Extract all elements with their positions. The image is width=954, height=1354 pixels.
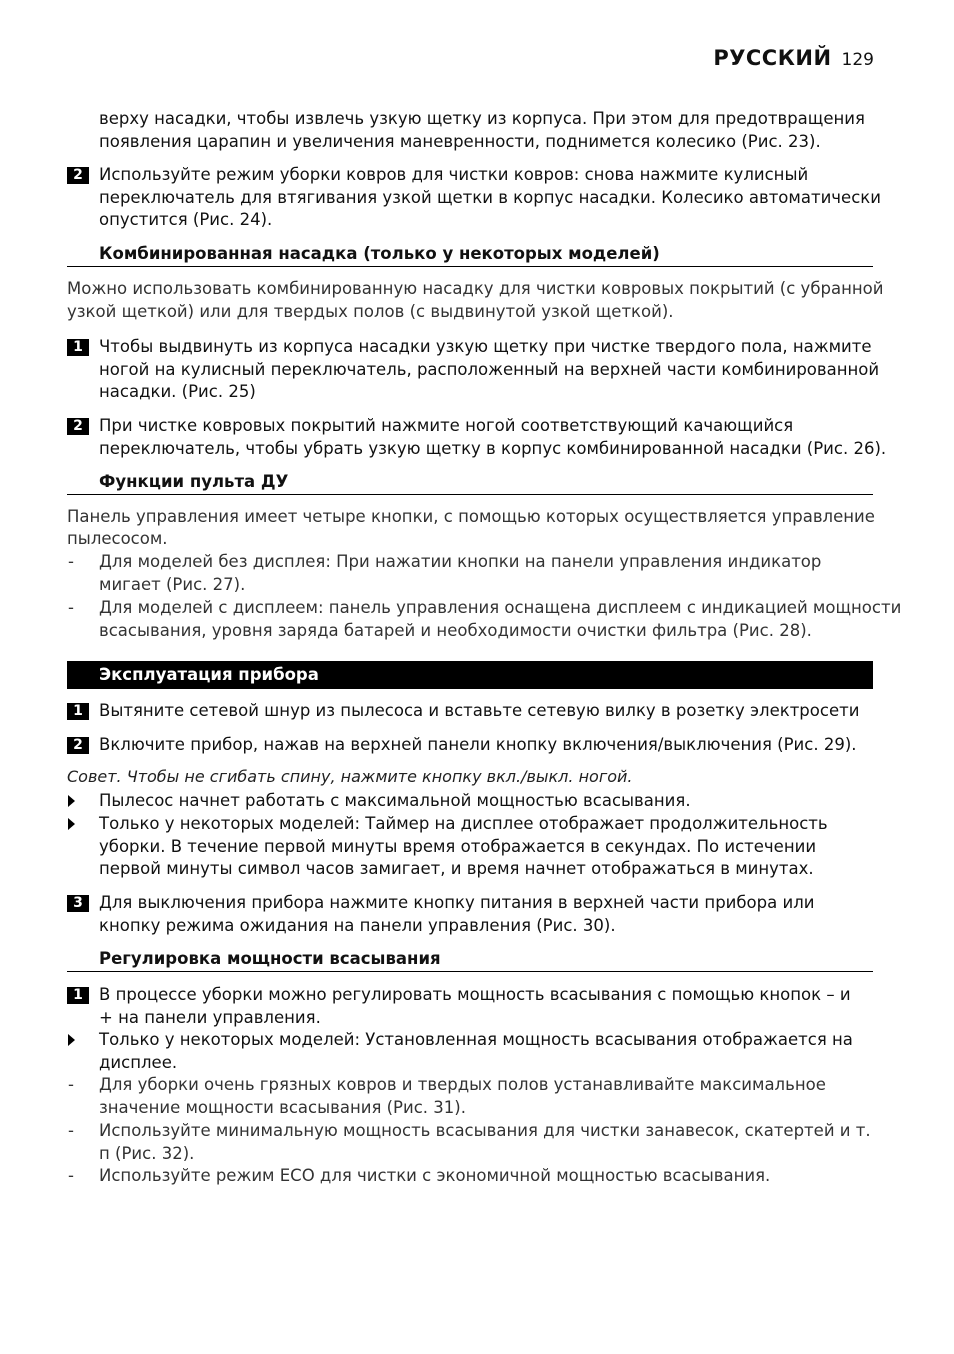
step-number: 2 [67, 167, 89, 184]
dash-bullet: - [68, 1166, 74, 1185]
text-line: ногой на кулисный переключатель, расположенный на верхней части комбинированной [99, 359, 880, 379]
text-line: п (Рис. 32). [99, 1143, 195, 1163]
subsection-title: Функции пульта ДУ [99, 472, 289, 491]
subsection-title: Комбинированная насадка (только у некоторых моделей) [99, 244, 660, 263]
tip-text: Совет. Чтобы не сгибать спину, нажмите кнопку вкл./выкл. ногой. [67, 767, 633, 786]
text-line: всасывания, уровня заряда батарей и необходимости очистки фильтра (Рис. 28). [99, 620, 812, 640]
text-line: насадки. (Рис. 25) [99, 382, 256, 401]
dash-bullet: - [68, 1075, 74, 1094]
page-header [713, 46, 874, 70]
text-line: значение мощности всасывания (Рис. 31). [99, 1097, 466, 1117]
step-number: 2 [67, 737, 89, 754]
text-line: Только у некоторых моделей: Таймер на дисплее отображает продолжительность [99, 814, 828, 833]
text-line: + на панели управления. [99, 1007, 321, 1027]
section-heading [67, 661, 873, 689]
subsection-heading [67, 471, 873, 495]
text-line: узкой щеткой) или для твердых полов (с выдвинутой узкой щеткой). [67, 301, 674, 321]
step-number: 1 [67, 703, 89, 720]
dash-bullet: - [68, 1121, 74, 1140]
text-line: Пылесос начнет работать с максимальной мощностью всасывания. [99, 791, 691, 810]
step-number: 1 [67, 339, 89, 356]
text-line: Панель управления имеет четыре кнопки, с помощью которых осуществляется управление [67, 507, 875, 526]
result-arrow-icon [68, 795, 75, 807]
text-line: При чистке ковровых покрытий нажмите ногой соответствующий качающийся [99, 416, 794, 435]
text-line: Можно использовать комбинированную насадку для чистки ковровых покрытий (с убранной [67, 279, 884, 298]
subsection-title: Регулировка мощности всасывания [99, 949, 441, 968]
text-line: переключатель для втягивания узкой щетки в корпус насадки. Колесико автоматически [99, 187, 881, 207]
text-line: опустится (Рис. 24). [99, 210, 273, 229]
text-line: появления царапин и увеличения маневренности, поднимется колесико (Рис. 23). [99, 131, 821, 151]
result-arrow-icon [68, 1034, 75, 1046]
result-arrow-icon [68, 818, 75, 830]
text-line: Вытяните сетевой шнур из пылесоса и вставьте сетевую вилку в розетку электросети [99, 701, 860, 720]
step-number: 3 [67, 895, 89, 912]
section-title: Эксплуатация прибора [99, 665, 319, 684]
text-line: дисплее. [99, 1052, 178, 1072]
page-number: 129 [841, 50, 874, 70]
text-line: пылесосом. [67, 529, 168, 548]
text-line: уборки. В течение первой минуты время отображается в секундах. По истечении [99, 836, 817, 856]
step-number: 2 [67, 418, 89, 435]
step-number: 1 [67, 987, 89, 1004]
text-line: Для моделей с дисплеем: панель управления оснащена дисплеем с индикацией мощности [99, 598, 902, 617]
subsection-heading [67, 243, 873, 267]
text-line: переключатель, чтобы убрать узкую щетку в корпус комбинированной насадки (Рис. 26). [99, 438, 887, 458]
subsection-heading [67, 948, 873, 972]
language-label: РУССКИЙ [713, 46, 832, 70]
text-line: мигает (Рис. 27). [99, 574, 246, 594]
text-line: Используйте режим уборки ковров для чистки ковров: снова нажмите кулисный [99, 165, 809, 184]
text-line: Используйте режим ECO для чистки с экономичной мощностью всасывания. [99, 1166, 771, 1185]
text-line: первой минуты символ часов замигает, и время начнет отображаться в минутах. [99, 859, 814, 878]
text-line: Используйте минимальную мощность всасывания для чистки занавесок, скатертей и т. [99, 1121, 871, 1140]
text-line: Для моделей без дисплея: При нажатии кнопки на панели управления индикатор [99, 552, 822, 571]
text-line: Чтобы выдвинуть из корпуса насадки узкую щетку при чистке твердого пола, нажмите [99, 337, 872, 356]
text-line: верху насадки, чтобы извлечь узкую щетку из корпуса. При этом для предотвращения [99, 109, 865, 128]
text-line: Только у некоторых моделей: Установленная мощность всасывания отображается на [99, 1030, 853, 1049]
text-line: В процессе уборки можно регулировать мощность всасывания с помощью кнопок – и [99, 985, 851, 1004]
text-line: Включите прибор, нажав на верхней панели кнопку включения/выключения (Рис. 29). [99, 735, 857, 754]
text-line: Для уборки очень грязных ковров и твердых полов устанавливайте максимальное [99, 1075, 826, 1094]
text-line: Для выключения прибора нажмите кнопку питания в верхней части прибора или [99, 893, 815, 912]
dash-bullet: - [68, 552, 74, 571]
dash-bullet: - [68, 598, 74, 617]
text-line: кнопку режима ожидания на панели управления (Рис. 30). [99, 915, 616, 935]
